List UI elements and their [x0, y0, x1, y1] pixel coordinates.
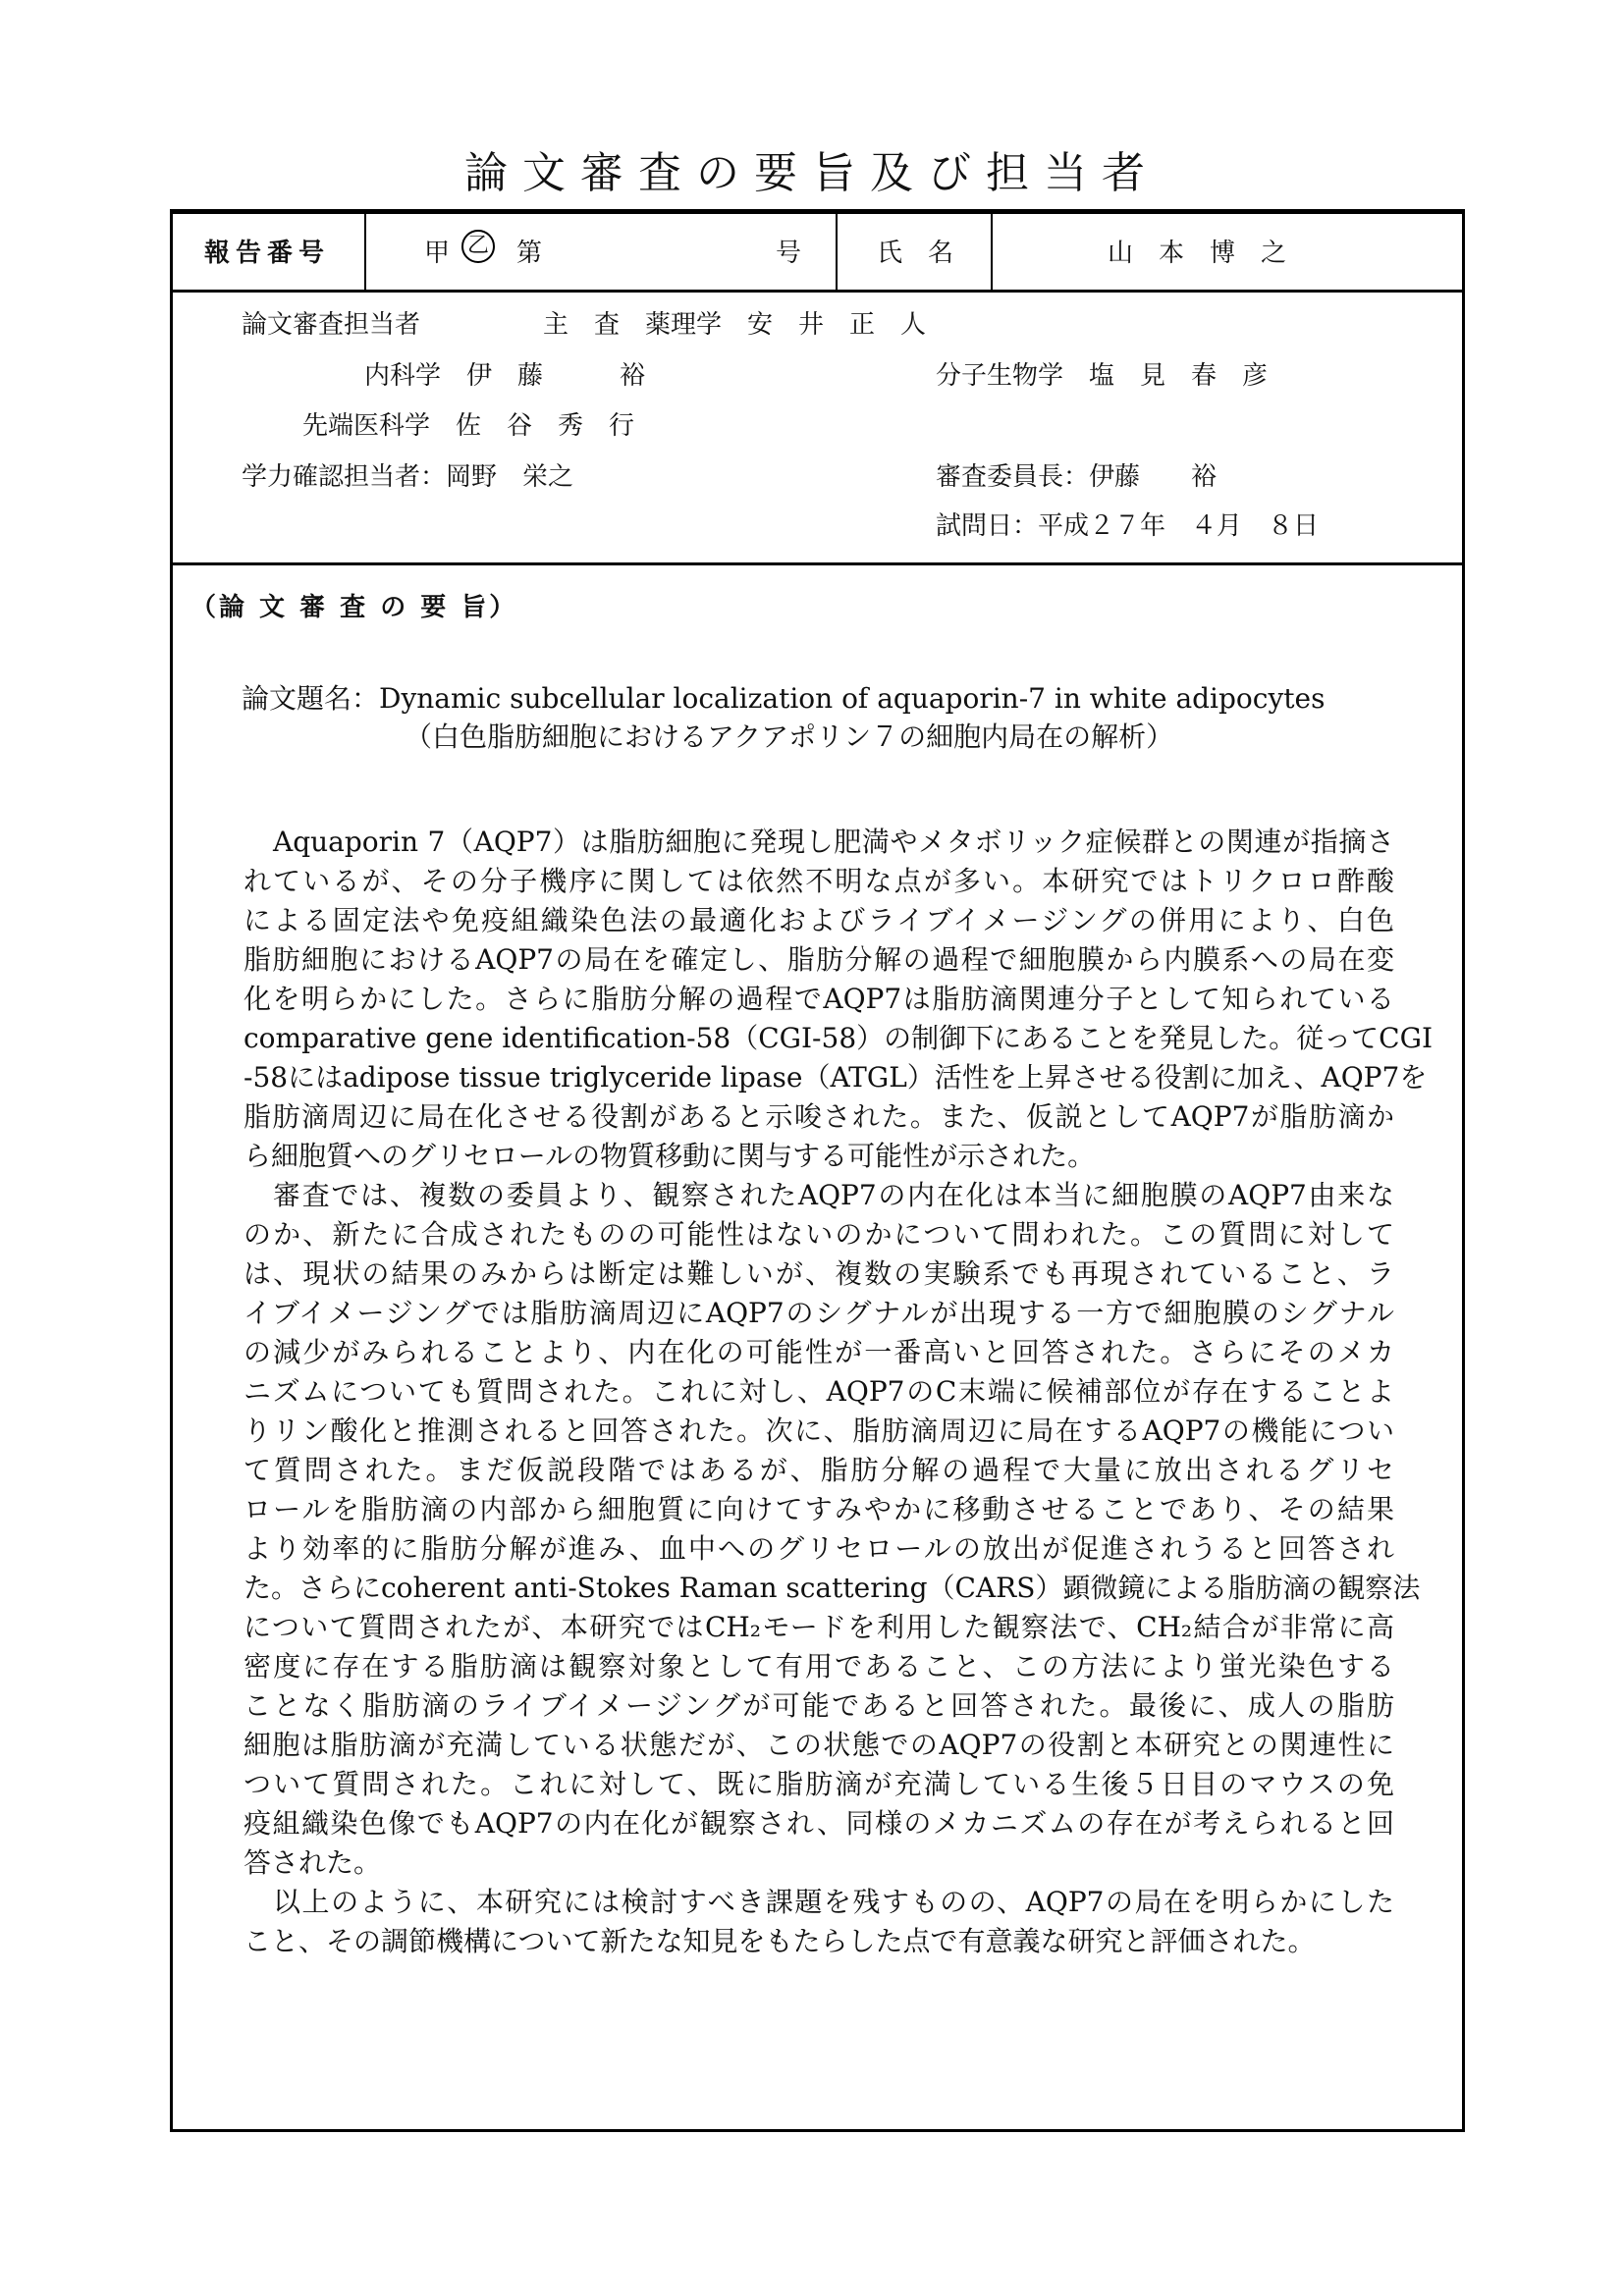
divider — [836, 214, 838, 291]
summary-line: こと、その調節機構について新たな知見をもたらした点で有意義な研究と評価された。 — [244, 1925, 1316, 1957]
summary-line: の減少がみられることより、内在化の可能性が一番高いと回答された。さらにそのメカ — [244, 1336, 1394, 1368]
summary-line: のか、新たに合成されたものの可能性はないのかについて問われた。この質問に対して — [244, 1218, 1394, 1251]
summary-line: ロールを脂肪滴の内部から細胞質に向けてすみやかに移動させることであり、その結果 — [244, 1493, 1394, 1525]
summary-line: ことなく脂肪滴のライブイメージングが可能であると回答された。最後に、成人の脂肪 — [244, 1689, 1394, 1722]
summary-line: 疫組織染色像でもAQP7の内在化が観察され、同様のメカニズムの存在が考えられると回 — [244, 1807, 1394, 1840]
summary-line: 密度に存在する脂肪滴は観察対象として有用であること、この方法により蛍光染色する — [244, 1650, 1394, 1682]
summary-line: について質問されたが、本研究ではCH₂モードを利用した観察法で、CH₂結合が非常に高 — [244, 1611, 1394, 1643]
page-title: 論文審査の要旨及び担当者 — [464, 148, 1160, 198]
reviewers-label: 論文審査担当者 — [242, 310, 421, 340]
academic-checker: 学力確認担当者：岡野 栄之 — [242, 462, 574, 492]
summary-line: Aquaporin 7（AQP7）は脂肪細胞に発現し肥満やメタボリック症候群との関連が指摘さ — [273, 826, 1394, 858]
summary-line: は、現状の結果のみからは断定は難しいが、複数の実験系でも再現されていること、ラ — [244, 1257, 1394, 1290]
otsu-option-circled — [461, 230, 495, 263]
divider — [173, 290, 1462, 293]
summary-line: -58にはadipose tissue triglyceride lipase（ATGL）活性を上昇させる役割に加え、AQP7を — [244, 1061, 1428, 1094]
divider — [364, 214, 366, 291]
reviewer-2: 分子生物学 塩 見 春 彦 — [936, 361, 1269, 391]
summary-line: 以上のように、本研究には検討すべき課題を残すものの、AQP7の局在を明らかにした — [273, 1886, 1394, 1918]
summary-line: 細胞は脂肪滴が充満している状態だが、この状態でのAQP7の役割と本研究との関連性に — [244, 1729, 1394, 1761]
summary-line: 化を明らかにした。さらに脂肪分解の過程でAQP7は脂肪滴関連分子として知られている — [244, 983, 1394, 1015]
committee-chair: 審査委員長：伊藤 裕 — [936, 462, 1218, 492]
summary-line: より効率的に脂肪分解が進み、血中へのグリセロールの放出が促進されうると回答され — [244, 1532, 1394, 1565]
divider — [991, 214, 993, 291]
summary-line: て質問された。まだ仮説段階ではあるが、脂肪分解の過程で大量に放出されるグリセ — [244, 1454, 1394, 1486]
summary-line: りリン酸化と推測されると回答された。次に、脂肪滴周辺に局在するAQP7の機能につい — [244, 1415, 1394, 1447]
summary-line: ついて質問された。これに対して、既に脂肪滴が充満している生後５日目のマウスの免 — [244, 1768, 1394, 1800]
report-number-label: 報告番号 — [204, 239, 331, 268]
summary-line: 審査では、複数の委員より、観察されたAQP7の内在化は本当に細胞膜のAQP7由来な — [273, 1179, 1394, 1211]
exam-date: 試問日：平成２７年 ４月 ８日 — [936, 511, 1320, 541]
summary-line: れているが、その分子機序に関しては依然不明な点が多い。本研究ではトリクロロ酢酸 — [244, 865, 1394, 897]
thesis-title: 論文題名：Dynamic subcellular localization of aquaporin-7 in white adipocytes — [242, 682, 1326, 715]
reviewer-3: 先端医科学 佐 谷 秀 行 — [302, 411, 635, 441]
chief-reviewer: 主 査 薬理学 安 井 正 人 — [543, 310, 927, 340]
thesis-title-japanese: （白色脂肪細胞におけるアクアポリン７の細胞内局在の解析） — [405, 721, 1174, 753]
otsu-label: 乙 — [461, 230, 495, 263]
summary-line: comparative gene identification-58（CGI-58）の制御下にあることを発見した。従ってCGI — [244, 1022, 1434, 1054]
summary-line: 答された。 — [244, 1846, 382, 1879]
summary-line: た。さらにcoherent anti-Stokes Raman scattering（CARS）顕微鏡による脂肪滴の観察法 — [244, 1572, 1421, 1604]
kou-option: 甲 — [424, 239, 451, 268]
gou-label: 号 — [776, 239, 802, 268]
name-label: 氏 名 — [877, 239, 954, 268]
summary-line: 脂肪細胞におけるAQP7の局在を確定し、脂肪分解の過程で細胞膜から内膜系への局在変 — [244, 943, 1394, 976]
divider — [173, 562, 1462, 565]
dai-label: 第 — [516, 239, 543, 268]
summary-line: ニズムについても質問された。これに対し、AQP7のC末端に候補部位が存在することよ — [244, 1375, 1394, 1408]
summary-line: イブイメージングでは脂肪滴周辺にAQP7のシグナルが出現する一方で細胞膜のシグナル — [244, 1297, 1394, 1329]
summary-line: による固定法や免疫組織染色法の最適化およびライブイメージングの併用により、白色 — [244, 904, 1394, 936]
summary-line: ら細胞質へのグリセロールの物質移動に関与する可能性が示された。 — [244, 1140, 1096, 1172]
summary-heading: （論 文 審 査 の 要 旨） — [190, 593, 518, 622]
reviewer-1: 内科学 伊 藤 裕 — [364, 361, 646, 391]
summary-line: 脂肪滴周辺に局在化させる役割があると示唆された。また、仮説としてAQP7が脂肪滴か — [244, 1100, 1394, 1133]
applicant-name: 山 本 博 之 — [1108, 239, 1287, 268]
